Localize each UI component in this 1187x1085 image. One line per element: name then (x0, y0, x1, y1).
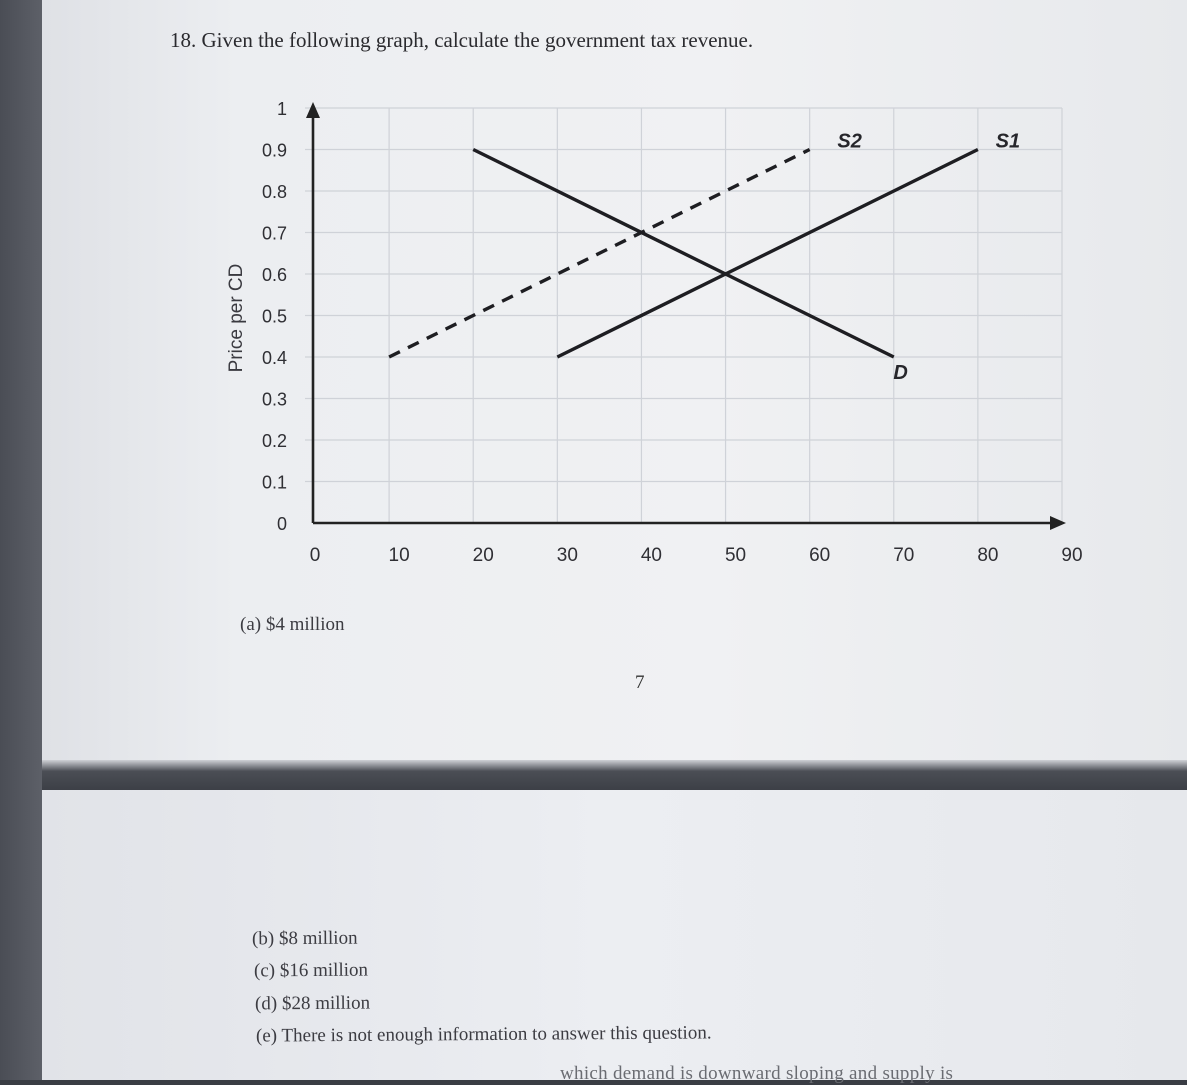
y-tick-label: 0.6 (261, 265, 287, 285)
y-tick-label: 0.3 (261, 389, 287, 410)
x-tick-label: 0 (309, 545, 321, 566)
y-tick-label: 0.7 (261, 223, 287, 244)
y-tick-label: 0.1 (261, 472, 287, 493)
y-axis-label: Price per CD (226, 263, 247, 373)
page-number: 7 (635, 672, 645, 693)
y-tick-label: 0.8 (261, 182, 287, 202)
option-a: (a) $4 million (240, 614, 345, 635)
y-axis-arrow (306, 102, 320, 118)
option-b: (b) $8 million (251, 927, 358, 950)
series-line-d (473, 150, 894, 358)
y-tick-label: 0.2 (261, 431, 287, 451)
series-label-s1: S1 (995, 130, 1021, 153)
x-tick-label: 80 (977, 545, 999, 566)
y-tick-label: 0.9 (261, 140, 287, 161)
x-tick-label: 70 (893, 545, 915, 566)
x-tick-label: 60 (809, 545, 831, 566)
option-c: (c) $16 million (253, 959, 369, 982)
x-tick-label: 30 (556, 545, 578, 566)
cut-off-text: which demand is downward sloping and supply is (560, 1063, 954, 1084)
x-tick-label: 10 (388, 545, 410, 566)
series-label-d: D (893, 362, 908, 384)
x-tick-label: 20 (472, 545, 494, 566)
option-e: (e) There is not enough information to answer this question. (255, 1022, 712, 1047)
x-tick-label: 40 (640, 545, 663, 566)
y-tick-label: 0.5 (261, 306, 287, 327)
question-text: 18. Given the following graph, calculate the government tax revenue. (170, 28, 754, 52)
option-d: (d) $28 million (254, 992, 371, 1015)
y-tick-label: 1 (276, 99, 287, 119)
y-tick-label: 0 (276, 514, 287, 534)
x-tick-label: 90 (1061, 545, 1083, 566)
series-line-s1 (557, 150, 978, 358)
x-axis-arrow (1050, 516, 1066, 530)
x-tick-label: 50 (724, 545, 747, 566)
y-tick-label: 0.4 (261, 348, 287, 368)
series-label-s2: S2 (837, 130, 862, 153)
series-line-s2 (389, 150, 810, 358)
